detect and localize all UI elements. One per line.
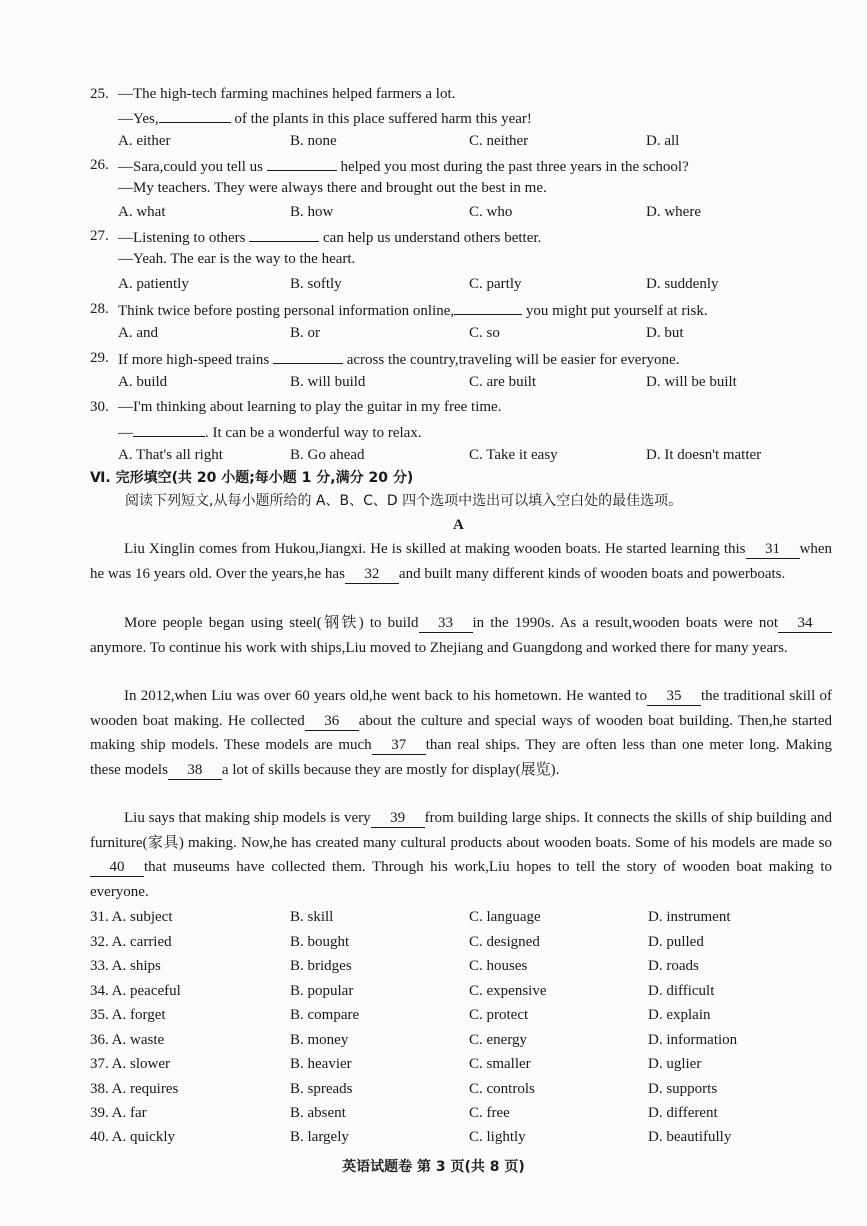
- passage-paragraph-1: [90, 537, 832, 586]
- option-a: 39. A. far: [90, 1105, 147, 1121]
- option-c: C. designed: [469, 934, 540, 950]
- option-d: D. instrument: [648, 909, 731, 925]
- question-number: 29.: [90, 350, 109, 366]
- option-c: C. Take it easy: [469, 447, 558, 463]
- blank-39: 39: [371, 809, 425, 828]
- question-text: —I'm thinking about learning to play the guitar in my free time.: [118, 399, 502, 415]
- passage-text: when he was 16 years old. Over the years,he has: [90, 541, 832, 582]
- cloze-option-row: [0, 931, 867, 953]
- option-d: D. explain: [648, 1007, 711, 1023]
- question-text: [118, 420, 422, 444]
- passage-text: than real ships. They are often less than one meter long. Making these models: [90, 737, 832, 778]
- option-a: A. patiently: [118, 276, 189, 292]
- option-c: C. so: [469, 325, 500, 341]
- question-26-stem-b: [0, 177, 867, 199]
- option-c: C. partly: [469, 276, 522, 292]
- question-number: 26.: [90, 157, 109, 173]
- passage-text: anymore. To continue his work with ships,Liu moved to Zhejiang and Guangdong and worked there for many years.: [90, 639, 788, 656]
- blank-40: 40: [90, 858, 144, 877]
- stem-suffix: can help us understand others better.: [319, 230, 542, 246]
- option-b: B. money: [290, 1032, 349, 1048]
- passage-text: More people began using steel(钢铁) to build: [124, 615, 419, 631]
- question-25-stem-a: [0, 83, 867, 105]
- cloze-option-row: [0, 1078, 867, 1100]
- blank-32: 32: [345, 565, 399, 584]
- option-a: 32. A. carried: [90, 934, 172, 950]
- question-text: [118, 106, 532, 130]
- passage-text: about the culture and special ways of wooden boat building. Then,he started making ship models. These models are much: [90, 712, 832, 753]
- question-text: [118, 298, 708, 322]
- question-26-stem-a: [0, 154, 867, 176]
- question-27-stem-a: [0, 225, 867, 247]
- stem-suffix: of the plants in this place suffered harm this year!: [230, 111, 532, 127]
- question-text: [118, 225, 541, 249]
- stem-prefix: Think twice before posting personal information online,: [118, 303, 455, 319]
- question-28-stem: [0, 298, 867, 320]
- question-29-stem: [0, 347, 867, 369]
- blank-31: 31: [746, 540, 800, 559]
- option-d: D. uglier: [648, 1056, 702, 1072]
- stem-suffix: across the country,traveling will be easier for everyone.: [342, 352, 680, 368]
- question-26-options: [0, 201, 867, 223]
- option-c: C. smaller: [469, 1056, 531, 1072]
- option-b: B. bought: [290, 934, 350, 950]
- section-title: Ⅵ. 完形填空(共 20 小题;每小题 1 分,满分 20 分): [90, 470, 414, 486]
- section-instruction-row: [0, 490, 867, 512]
- question-30-stem-a: [0, 396, 867, 418]
- passage-label: A: [453, 517, 464, 533]
- option-b: B. absent: [290, 1105, 346, 1121]
- option-b: B. bridges: [290, 958, 352, 974]
- question-25-options: [0, 130, 867, 152]
- option-d: D. suddenly: [646, 276, 719, 292]
- blank-37: 37: [372, 736, 426, 755]
- answer-blank: [454, 298, 522, 315]
- section-title-row: [0, 467, 867, 489]
- passage-text: from building large ships. It connects the skills of ship building and furniture(家具) making. Now,he has created many cultural products about wooden boats. Some of his models are made so: [90, 810, 832, 851]
- question-30-options: [0, 444, 867, 466]
- question-number: 30.: [90, 399, 109, 415]
- option-b: B. none: [290, 133, 337, 149]
- option-d: D. difficult: [648, 983, 715, 999]
- option-a: A. That's all right: [118, 447, 223, 463]
- option-c: C. free: [469, 1105, 510, 1121]
- option-a: A. and: [118, 325, 158, 341]
- cloze-option-row: [0, 906, 867, 928]
- passage-paragraph-3: [90, 684, 832, 782]
- option-c: C. controls: [469, 1081, 535, 1097]
- passage-text: In 2012,when Liu was over 60 years old,he went back to his hometown. He wanted to: [124, 688, 647, 704]
- passage-paragraph-2: [90, 611, 832, 660]
- question-25-stem-b: [0, 106, 867, 128]
- option-d: D. supports: [648, 1081, 718, 1097]
- passage-text: a lot of skills because they are mostly for display(展览).: [221, 761, 560, 778]
- question-text: —My teachers. They were always there and brought out the best in me.: [118, 180, 547, 196]
- option-d: D. where: [646, 204, 701, 220]
- question-28-options: [0, 322, 867, 344]
- option-a: 36. A. waste: [90, 1032, 165, 1048]
- passage-text: in the 1990s. As a result,wooden boats were not: [472, 615, 779, 631]
- cloze-option-row: [0, 1029, 867, 1051]
- option-d: D. It doesn't matter: [646, 447, 762, 463]
- answer-blank: [267, 154, 337, 171]
- cloze-option-row: [0, 955, 867, 977]
- cloze-option-row: [0, 1102, 867, 1124]
- option-c: C. lightly: [469, 1129, 526, 1145]
- passage-text: and built many different kinds of wooden boats and powerboats.: [398, 565, 786, 582]
- option-b: B. largely: [290, 1129, 349, 1145]
- question-number: 25.: [90, 86, 109, 102]
- stem-suffix: helped you most during the past three years in the school?: [336, 159, 689, 175]
- option-a: 40. A. quickly: [90, 1129, 175, 1145]
- answer-blank: [133, 420, 205, 437]
- question-30-stem-b: [0, 420, 867, 442]
- question-27-stem-b: [0, 248, 867, 270]
- question-29-options: [0, 371, 867, 393]
- cloze-option-row: [0, 1126, 867, 1148]
- option-d: D. all: [646, 133, 680, 149]
- stem-suffix: . It can be a wonderful way to relax.: [205, 425, 422, 441]
- option-a: A. either: [118, 133, 171, 149]
- passage-text: the traditional skill of wooden boat making. He collected: [90, 688, 832, 729]
- option-a: 34. A. peaceful: [90, 983, 181, 999]
- question-text: —Yeah. The ear is the way to the heart.: [118, 251, 356, 267]
- option-b: B. compare: [290, 1007, 360, 1023]
- option-b: B. will build: [290, 374, 366, 390]
- option-b: B. softly: [290, 276, 342, 292]
- cloze-option-row: [0, 1053, 867, 1075]
- option-a: 33. A. ships: [90, 958, 161, 974]
- option-d: D. will be built: [646, 374, 737, 390]
- blank-36: 36: [305, 712, 359, 731]
- option-b: B. how: [290, 204, 334, 220]
- option-d: D. pulled: [648, 934, 704, 950]
- stem-prefix: If more high-speed trains: [118, 352, 273, 368]
- passage-text: Liu says that making ship models is very: [124, 810, 371, 826]
- option-d: D. information: [648, 1032, 738, 1048]
- option-a: A. what: [118, 204, 166, 220]
- blank-35: 35: [647, 687, 701, 706]
- stem-prefix: —Listening to others: [118, 230, 250, 246]
- option-a: 31. A. subject: [90, 909, 173, 925]
- option-d: D. different: [648, 1105, 718, 1121]
- question-text: [118, 154, 689, 178]
- question-text: [118, 347, 679, 371]
- page-footer: 英语试题卷 第 3 页(共 8 页): [342, 1159, 525, 1175]
- option-b: B. heavier: [290, 1056, 352, 1072]
- option-a: 35. A. forget: [90, 1007, 166, 1023]
- cloze-option-row: [0, 1004, 867, 1026]
- blank-33: 33: [419, 614, 473, 633]
- stem-suffix: you might put yourself at risk.: [522, 303, 708, 319]
- stem-prefix: —Sara,could you tell us: [118, 159, 267, 175]
- option-d: D. but: [646, 325, 684, 341]
- question-number: 28.: [90, 301, 109, 317]
- stem-prefix: —Yes,: [118, 111, 159, 127]
- option-a: 37. A. slower: [90, 1056, 170, 1072]
- answer-blank: [159, 106, 231, 123]
- option-b: B. Go ahead: [290, 447, 365, 463]
- option-c: C. houses: [469, 958, 528, 974]
- option-b: B. popular: [290, 983, 354, 999]
- cloze-option-row: [0, 980, 867, 1002]
- blank-34: 34: [778, 614, 832, 633]
- answer-blank: [249, 225, 319, 242]
- option-c: C. energy: [469, 1032, 528, 1048]
- option-c: C. language: [469, 909, 541, 925]
- answer-blank: [273, 347, 343, 364]
- option-c: C. expensive: [469, 983, 547, 999]
- stem-prefix: —: [118, 425, 133, 441]
- option-b: B. or: [290, 325, 320, 341]
- passage-text: Liu Xinglin comes from Hukou,Jiangxi. He is skilled at making wooden boats. He started learning this: [124, 541, 746, 557]
- option-b: B. spreads: [290, 1081, 353, 1097]
- option-c: C. protect: [469, 1007, 529, 1023]
- option-d: D. beautifully: [648, 1129, 732, 1145]
- question-number: 27.: [90, 228, 109, 244]
- option-d: D. roads: [648, 958, 699, 974]
- option-b: B. skill: [290, 909, 334, 925]
- question-text: —The high-tech farming machines helped farmers a lot.: [118, 86, 456, 102]
- option-a: 38. A. requires: [90, 1081, 179, 1097]
- blank-38: 38: [168, 761, 222, 780]
- passage-paragraph-4: [90, 806, 832, 904]
- option-c: C. are built: [469, 374, 537, 390]
- passage-text: that museums have collected them. Through his work,Liu hopes to tell the story of wooden boat making to everyone.: [90, 859, 832, 900]
- option-a: A. build: [118, 374, 168, 390]
- section-instruction: 阅读下列短文,从每小题所给的 A、B、C、D 四个选项中选出可以填入空白处的最佳选项。: [125, 493, 683, 509]
- option-c: C. who: [469, 204, 513, 220]
- option-c: C. neither: [469, 133, 529, 149]
- question-27-options: [0, 273, 867, 295]
- passage-label-row: [0, 514, 867, 536]
